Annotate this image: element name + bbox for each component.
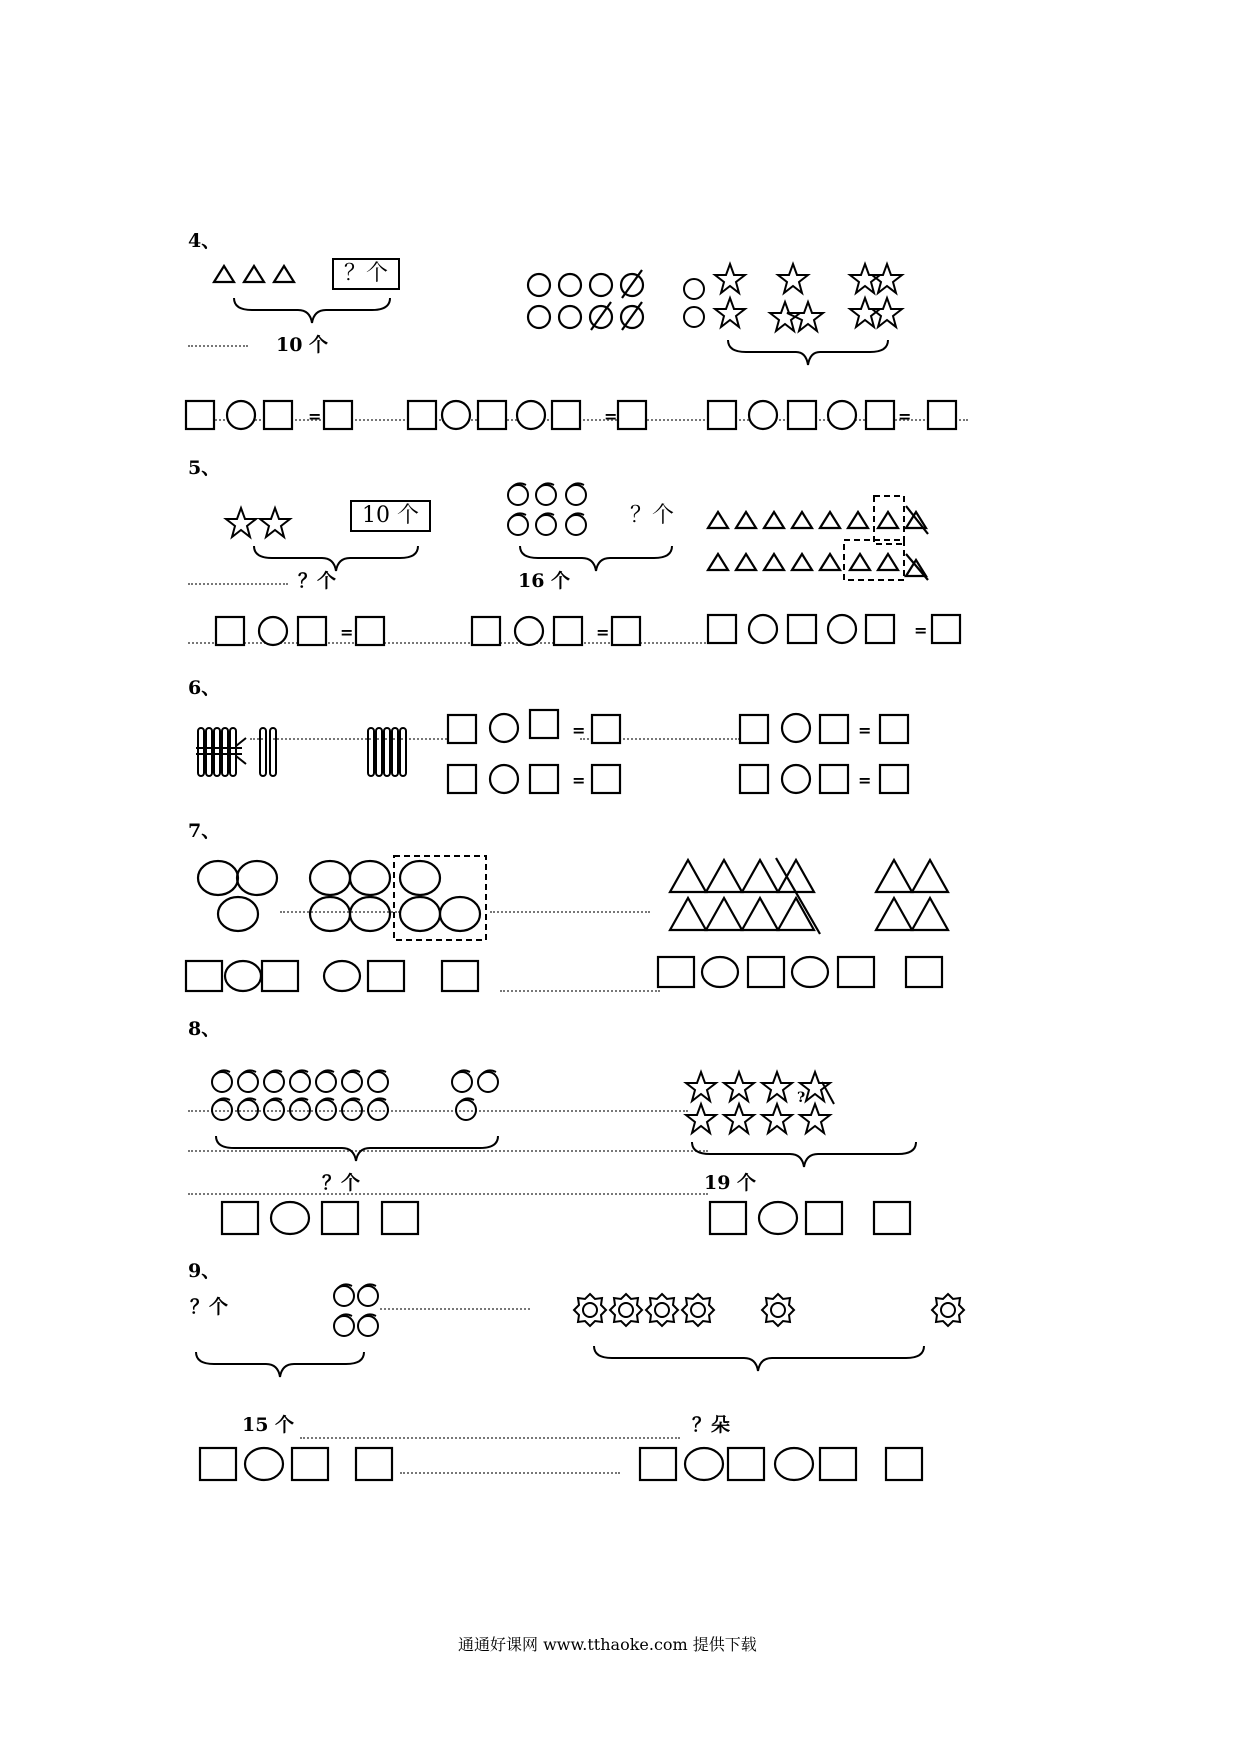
q4-equation-3[interactable] [706,398,966,434]
q5-known-count-box: 10 个 [350,500,431,532]
q4-equation-2[interactable] [406,398,656,434]
q5-total-label: 16 个 [518,570,571,592]
q9-brace-a [194,1350,370,1380]
q6-equation-3[interactable] [738,710,918,746]
q5-unknown-label-b: ？个 [620,502,684,530]
q9-flowers-group [572,1290,972,1330]
question-4-number: 4、 [188,230,221,252]
svg-text:=: = [308,407,322,426]
q6-equation-2[interactable] [446,762,626,798]
q9-equation-2[interactable] [636,1444,936,1484]
q4-circles-group [525,268,660,334]
q9-equation-1[interactable] [196,1444,406,1484]
q8-apples-group [210,1066,510,1128]
q9-total-label-b: ？朵 [692,1414,731,1436]
q4-unknown-count-box: ？个 [332,258,400,290]
q4-total-label: 10 个 [276,334,329,356]
q4-equation-1[interactable] [184,398,364,434]
q4-brace [232,296,392,326]
q8-question-mark: ? [797,1090,806,1106]
question-9-number: 9、 [188,1260,221,1282]
q7-triangles-group [666,856,966,936]
q8-equation-2[interactable] [706,1198,916,1238]
q5-stars-group [224,506,294,540]
q8-brace-a [214,1134,504,1164]
q9-apples-group [330,1280,386,1342]
q5-unknown-label-a: ？个 [298,570,337,592]
svg-text:=: = [914,621,928,640]
q4-stars-brace [726,338,890,368]
q5-equation-1[interactable] [214,614,394,650]
q4-stars-group [680,262,910,334]
q9-unknown-label-a: ？个 [190,1296,229,1318]
q6-equation-1[interactable] [446,710,626,746]
q5-triangles-group [706,494,936,586]
svg-text:=: = [340,623,354,642]
q6-equation-4[interactable] [738,762,918,798]
q9-brace-b [592,1344,932,1374]
question-7-number: 7、 [188,820,221,842]
q5-equation-3[interactable] [706,612,966,648]
q8-total-label-b: 19 个 [704,1172,757,1194]
svg-text:=: = [858,771,872,790]
question-8-number: 8、 [188,1018,221,1040]
q8-total-label-a: ？个 [322,1172,361,1194]
q5-apples-group [504,480,604,542]
q5-equation-2[interactable] [470,614,650,650]
q7-equation-2[interactable] [656,952,956,992]
svg-text:=: = [572,771,586,790]
svg-text:=: = [572,721,586,740]
question-5-number: 5、 [188,457,221,479]
q7-ovals-group [196,854,496,944]
svg-text:=: = [858,721,872,740]
svg-text:=: = [596,623,610,642]
q7-equation-1[interactable] [184,956,484,996]
q6-sticks-group [196,724,416,780]
svg-text:=: = [604,407,618,426]
svg-text:=: = [898,407,912,426]
q9-total-label-a: 15 个 [242,1414,295,1436]
q4-triangles-group [210,262,300,286]
question-6-number: 6、 [188,677,221,699]
q8-equation-1[interactable] [218,1198,428,1238]
page-footer: 通通好课网 www.tthaoke.com 提供下载 [458,1635,757,1654]
q5-brace-a [252,544,422,574]
q8-brace-b [690,1140,920,1170]
q8-stars-group [684,1070,844,1138]
